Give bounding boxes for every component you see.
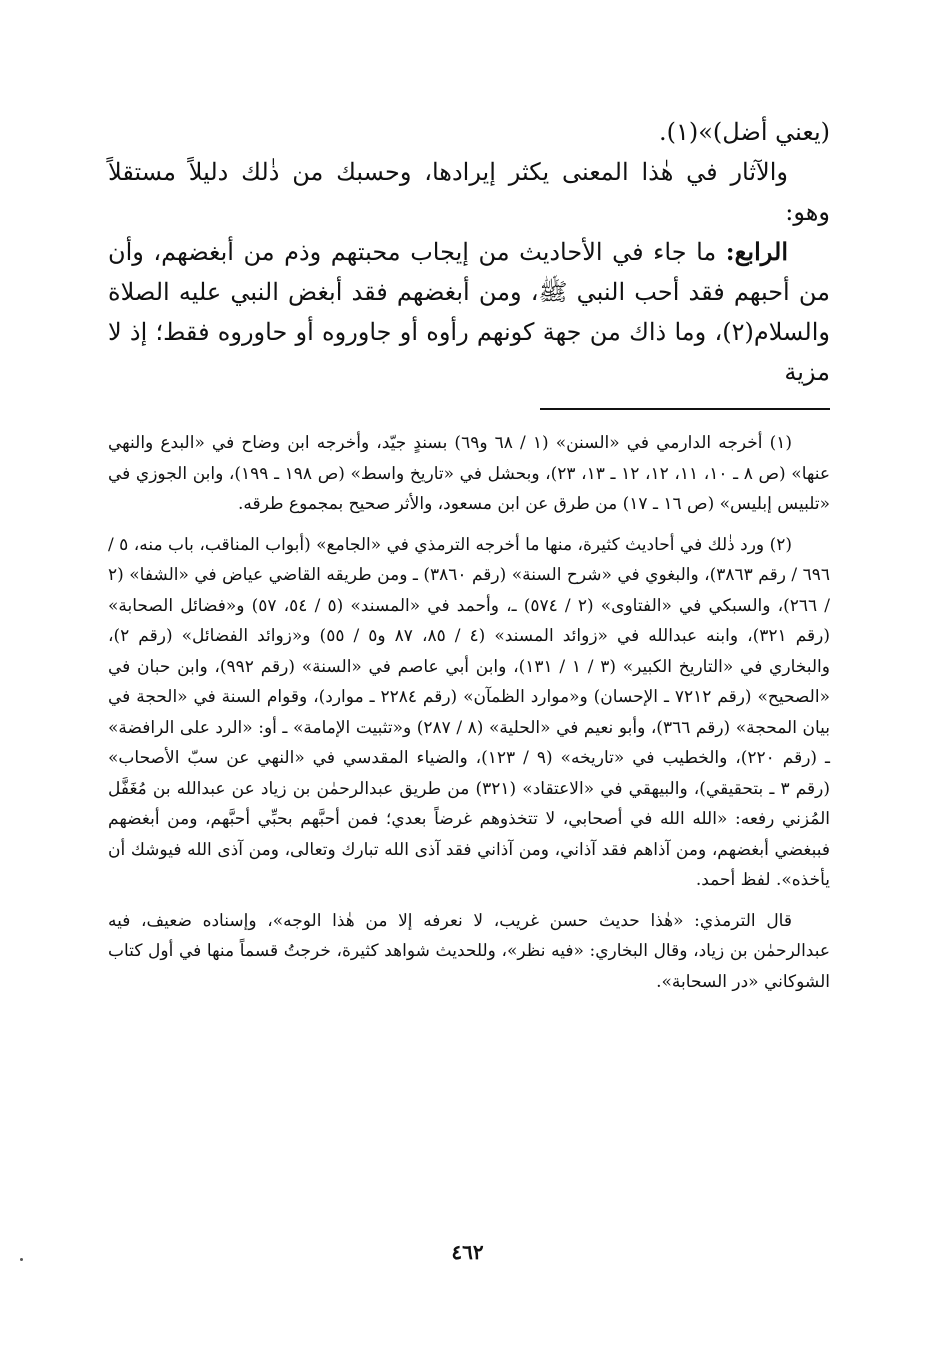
page-body [108,112,830,1007]
fourth-label: الرابع: [725,237,788,266]
footnote-separator [540,408,830,410]
main-text [108,112,830,392]
footnote-2-continuation: قال الترمذي: «هٰذا حديث حسن غريب، لا نعرفه إلا من هٰذا الوجه»، وإسناده ضعيف، فيه عبدالرحمٰن بن زياد، وقال البخاري: «فيه نظر»، وللحديث شواهد كثيرة، خرجتُ قسماً منها في أول كتاب الشوكاني «در السحابة». [108,910,830,992]
footnotes [108,428,830,997]
intro-paragraph: والآثار في هٰذا المعنى يكثر إيرادها، وحسبك من ذٰلك دليلاً مستقلاً وهو: [108,158,830,226]
scan-speck [20,1258,23,1261]
opening-line: (يعني أضل)»(١). [658,118,830,146]
page-number: ٤٦٢ [451,1240,484,1264]
footnote-1: (١) أخرجه الدارمي في «السنن» (١ / ٦٨ و٦٩) بسندٍ جيّد، وأخرجه ابن وضاح في «البدع والنهي عنها» (ص ٨ ـ ١٠، ١١، ١٢، ١٢ ـ ١٣، ٢٣)، وبحشل في «تاريخ واسط» (ص ١٩٨ ـ ١٩٩)، وابن الجوزي في «تلبيس إبليس» (ص ١٦ ـ ١٧) من طرق عن ابن مسعود، والأثر صحيح بمجموع طرقه. [108,433,831,514]
fourth-paragraph [108,232,830,392]
fourth-text: ما جاء في الأحاديث من إيجاب محبتهم وذم من أبغضهم، وأن من أحبهم فقد أحب النبي ﷺ، ومن أبغضهم فقد أبغض النبي عليه الصلاة والسلام(٢)، وما ذاك من جهة كونهم رأوه أو جاوروه أو حاوروه فقط؛ إذ لا مزية [108,238,830,386]
footnote-2: (٢) ورد ذٰلك في أحاديث كثيرة، منها ما أخرجه الترمذي في «الجامع» (أبواب المناقب، باب منه، ٥ / ٦٩٦ / رقم ٣٨٦٣)، والبغوي في «شرح السنة» (رقم ٣٨٦٠) ـ ومن طريقه القاضي عياض في «الشفا» (٢ / ٢٦٦)، والسبكي في «الفتاوى» (٢ / ٥٧٤) ـ، وأحمد في «المسند» (٥ / ٥٤، ٥٧) و«فضائل الصحابة» (رقم ٣٢١)، وابنه عبدالله في «زوائد المسند» (٤ / ٨٥، ٨٧ و٥ / ٥٥) و«زوائد الفضائل» (رقم ٢)، والبخاري في «التاريخ الكبير» (٣ / ١ / ١٣١)، وابن أبي عاصم في «السنة» (رقم ٩٩٢)، وابن حبان في «الصحيح» (رقم ٧٢١٢ ـ الإحسان) و«موارد الظمآن» (رقم ٢٢٨٤ ـ موارد)، وقوام السنة في «الحجة في بيان المحجة» (رقم ٣٦٦)، وأبو نعيم في «الحلية» (٨ / ٢٨٧) و«تثبيت الإمامة» ـ أو: «الرد على الرافضة» ـ (رقم ٢٢٠)، والخطيب في «تاريخه» (٩ / ١٢٣)، والضياء المقدسي في «النهي عن سبّ الأصحاب» (رقم ٣ ـ بتحقيقي)، والبيهقي في «الاعتقاد» (٣٢١) من طريق عبدالرحمٰن بن زياد عن عبدالله بن مُغَفَّل المُزني رفعه: «الله الله في أصحابي، لا تتخذوهم غرضاً بعدي؛ فمن أحبَّهم بحبِّي أحبَّهم، ومن أبغضهم فببغضي أبغضهم، ومن آذاهم فقد آذاني، ومن آذاني فقد آذى الله تبارك وتعالى، ومن آذى الله فيوشك أن يأخذه». لفظ أحمد. [108,534,831,890]
